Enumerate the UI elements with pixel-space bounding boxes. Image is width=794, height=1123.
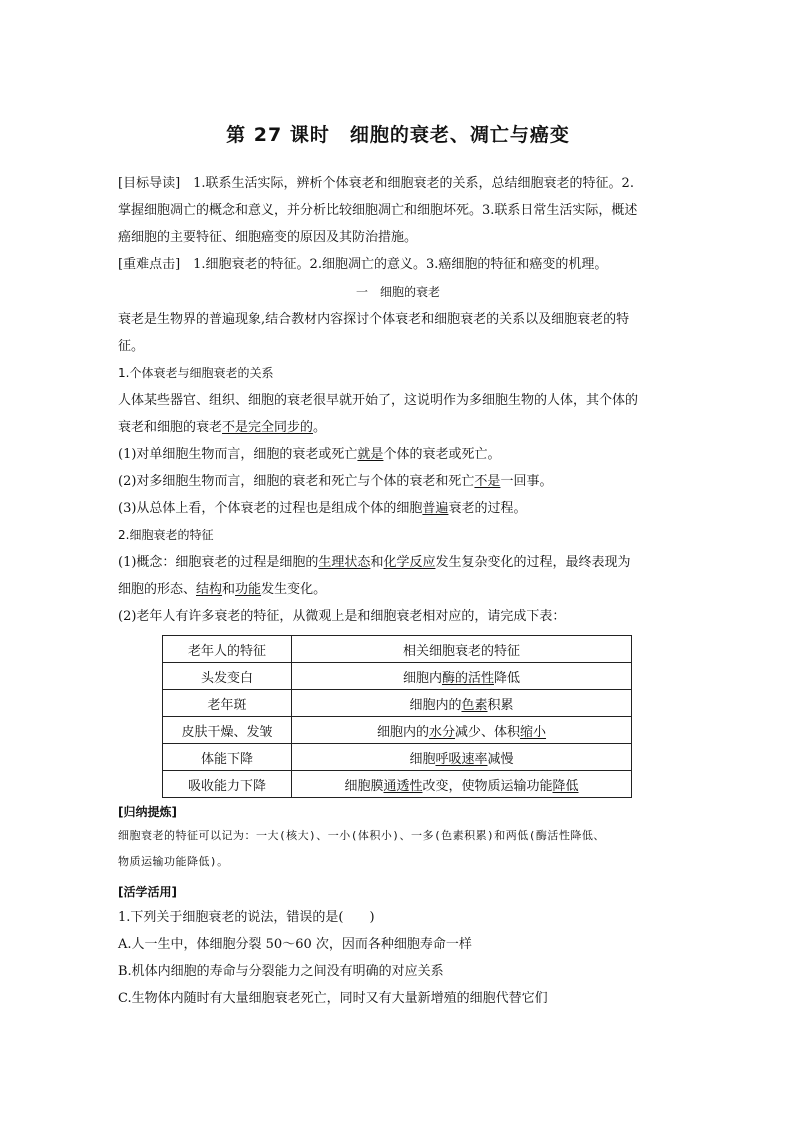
answer-underline: 化学反应 xyxy=(383,555,436,570)
goals-line-3: 癌细胞的主要特征、细胞癌变的原因及其防治措施。 xyxy=(118,230,418,245)
subsection-1-heading: 1.个体衰老与细胞衰老的关系 xyxy=(118,366,274,380)
goals-line-2: 掌握细胞凋亡的概念和意义，并分析比较细胞凋亡和细胞坏死。3.联系日常生活实际，概述 xyxy=(118,203,638,218)
answer-underline: 结构 xyxy=(196,582,223,597)
summary-section xyxy=(118,801,678,875)
table-row xyxy=(163,771,632,798)
summary-line-1: 细胞衰老的特征可以记为：一大(核大)、一小(体积小)、一多(色素积累)和两低(酶活性降低、 xyxy=(118,829,605,842)
practice-section xyxy=(118,880,678,1012)
section-1-heading: 一 细胞的衰老 xyxy=(355,285,440,299)
intro-line-2: 征。 xyxy=(118,339,145,354)
page-title: 第 27 课时 细胞的衰老、凋亡与癌变 xyxy=(226,124,570,146)
answer-underline: 生理状态 xyxy=(318,555,371,570)
table-row xyxy=(163,717,632,744)
table-intro: (2)老年人有许多衰老的特征，从微观上是和细胞衰老相对应的，请完成下表： xyxy=(118,609,566,624)
intro-line-1: 衰老是生物界的普遍现象,结合教材内容探讨个体衰老和细胞衰老的关系以及细胞衰老的特 xyxy=(118,312,630,327)
answer-underline: 不是完全同步的 xyxy=(222,420,314,435)
table-cell: 皮肤干燥、发皱 xyxy=(163,717,292,744)
table-cell: 老年斑 xyxy=(163,690,292,717)
answer-underline: 就是 xyxy=(357,447,384,462)
subsection-2-heading: 2.细胞衰老的特征 xyxy=(118,528,214,542)
table-cell: 体能下降 xyxy=(163,744,292,771)
table-cell: 细胞内的色素积累 xyxy=(292,690,632,717)
learning-goals xyxy=(118,170,678,278)
practice-question: 1.下列关于细胞衰老的说法，错误的是( ) xyxy=(118,910,375,925)
practice-heading: [活学活用] xyxy=(118,885,177,899)
option-b: B.机体内细胞的寿命与分裂能力之间没有明确的对应关系 xyxy=(118,964,444,979)
answer-underline: 功能 xyxy=(235,582,262,597)
option-c: C.生物体内随时有大量细胞衰老死亡，同时又有大量新增殖的细胞代替它们 xyxy=(118,991,548,1006)
table-cell: 细胞呼吸速率减慢 xyxy=(292,744,632,771)
sub1-item-3: (3)从总体上看，个体衰老的过程也是组成个体的细胞普遍衰老的过程。 xyxy=(118,501,527,516)
section-1-heading-wrap xyxy=(118,279,678,306)
table-row xyxy=(163,744,632,771)
table-row xyxy=(163,690,632,717)
sub1-item-2: (2)对多细胞生物而言，细胞的衰老和死亡与个体的衰老和死亡不是一回事。 xyxy=(118,474,553,489)
key-points: [重难点击] 1.细胞衰老的特征。2.细胞凋亡的意义。3.癌细胞的特征和癌变的机理。 xyxy=(118,257,608,272)
answer-underline: 不是 xyxy=(474,474,501,489)
answer-underline: 普遍 xyxy=(422,501,449,516)
table-header-cell: 老年人的特征 xyxy=(163,636,292,663)
summary-line-2: 物质运输功能降低)。 xyxy=(118,855,229,868)
table-cell: 细胞内的水分减少、体积缩小 xyxy=(292,717,632,744)
table-cell: 细胞膜通透性改变，使物质运输功能降低 xyxy=(292,771,632,798)
table-cell: 头发变白 xyxy=(163,663,292,690)
section-1-body xyxy=(118,306,678,630)
table-cell: 细胞内酶的活性降低 xyxy=(292,663,632,690)
goals-line-1: [目标导读] 1.联系生活实际，辨析个体衰老和细胞衰老的关系，总结细胞衰老的特征。2. xyxy=(118,176,634,191)
concept-line-1: (1)概念：细胞衰老的过程是细胞的生理状态和化学反应发生复杂变化的过程，最终表现为 xyxy=(118,555,631,570)
table-header-row xyxy=(163,636,632,663)
table-cell: 吸收能力下降 xyxy=(163,771,292,798)
sub1-line-1: 人体某些器官、组织、细胞的衰老很早就开始了，这说明作为多细胞生物的人体，其个体的 xyxy=(118,393,639,408)
aging-features-table xyxy=(162,635,632,798)
sub1-item-1: (1)对单细胞生物而言，细胞的衰老或死亡就是个体的衰老或死亡。 xyxy=(118,447,501,462)
sub1-line-2: 衰老和细胞的衰老不是完全同步的。 xyxy=(118,420,327,435)
summary-heading: [归纳提炼] xyxy=(118,805,177,819)
concept-line-2: 细胞的形态、结构和功能发生变化。 xyxy=(118,582,327,597)
option-a: A.人一生中，体细胞分裂 50～60 次，因而各种细胞寿命一样 xyxy=(118,937,472,952)
table-header-cell: 相关细胞衰老的特征 xyxy=(292,636,632,663)
table-row xyxy=(163,663,632,690)
